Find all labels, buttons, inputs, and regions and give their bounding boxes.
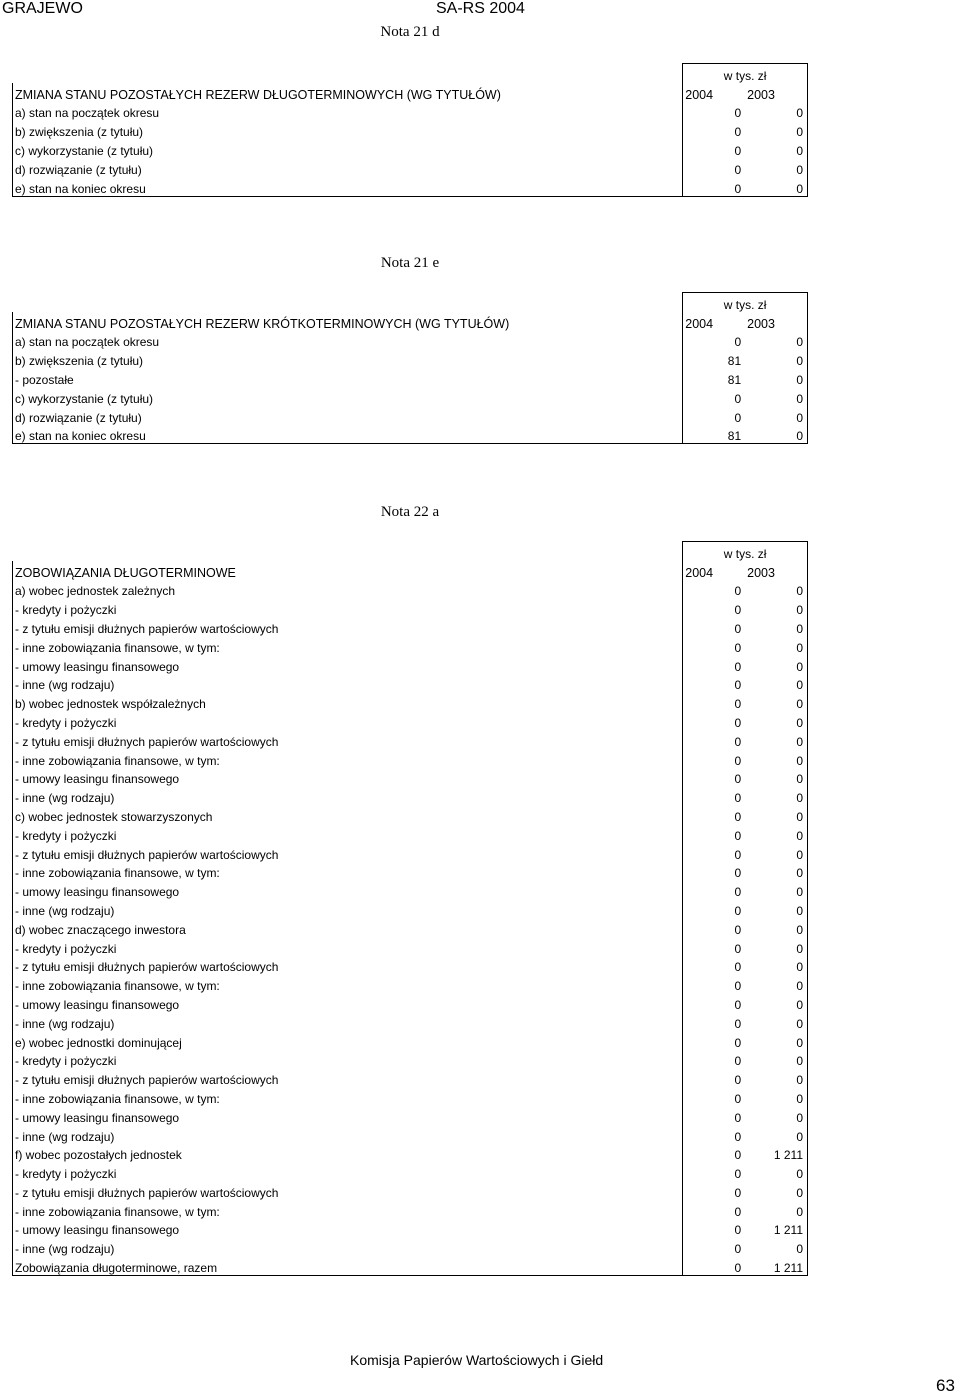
value-2004: 0 — [683, 805, 745, 824]
value-2003: 0 — [745, 711, 807, 730]
note-table — [12, 63, 808, 197]
value-2004: 0 — [683, 1106, 745, 1125]
value-2003: 0 — [745, 368, 807, 387]
page-number: 63 — [936, 1376, 955, 1395]
value-2003: 0 — [745, 1012, 807, 1031]
row-label: - umowy leasingu finansowego — [13, 1106, 683, 1125]
year-2003-header: 2003 — [745, 83, 807, 102]
value-2004: 81 — [683, 349, 745, 368]
table-row — [13, 937, 808, 956]
value-2003: 0 — [745, 349, 807, 368]
table-row — [13, 692, 808, 711]
value-2003: 0 — [745, 387, 807, 406]
value-2004: 0 — [683, 120, 745, 139]
row-label: - inne zobowiązania finansowe, w tym: — [13, 1087, 683, 1106]
value-2004: 0 — [683, 580, 745, 599]
heading-row — [13, 83, 808, 102]
table-row — [13, 843, 808, 862]
row-label: - kredyty i pożyczki — [13, 711, 683, 730]
value-2004: 0 — [683, 406, 745, 425]
table-heading: ZMIANA STANU POZOSTAŁYCH REZERW DŁUGOTERMINOWYCH (WG TYTUŁÓW) — [13, 83, 683, 102]
table-row — [13, 899, 808, 918]
value-2003: 0 — [745, 1087, 807, 1106]
value-2004: 0 — [683, 749, 745, 768]
table-row — [13, 749, 808, 768]
value-2004: 0 — [683, 730, 745, 749]
blank-cell — [13, 293, 683, 312]
value-2004: 0 — [683, 1125, 745, 1144]
table-row — [13, 655, 808, 674]
value-2004: 0 — [683, 1012, 745, 1031]
note-title: Nota 22 a — [380, 504, 440, 520]
note-title: Nota 21 d — [380, 24, 440, 40]
table-row — [13, 139, 808, 158]
table-row — [13, 824, 808, 843]
value-2003: 0 — [745, 692, 807, 711]
value-2004: 0 — [683, 177, 745, 196]
row-label: Zobowiązania długoterminowe, razem — [13, 1256, 683, 1275]
row-label: f) wobec pozostałych jednostek — [13, 1144, 683, 1163]
row-label: a) stan na początek okresu — [13, 331, 683, 350]
value-2004: 0 — [683, 956, 745, 975]
value-2004: 0 — [683, 158, 745, 177]
value-2003: 0 — [745, 655, 807, 674]
row-label: - inne zobowiązania finansowe, w tym: — [13, 1200, 683, 1219]
value-2003: 0 — [745, 843, 807, 862]
row-label: - umowy leasingu finansowego — [13, 768, 683, 787]
table-row — [13, 1181, 808, 1200]
row-label: - inne (wg rodzaju) — [13, 674, 683, 693]
footer-text: Komisja Papierów Wartościowych i Giełd — [350, 1352, 604, 1368]
value-2004: 0 — [683, 636, 745, 655]
value-2004: 0 — [683, 899, 745, 918]
table-heading: ZOBOWIĄZANIA DŁUGOTERMINOWE — [13, 561, 683, 580]
value-2003: 0 — [745, 824, 807, 843]
report-code: SA-RS 2004 — [436, 0, 525, 17]
value-2003: 0 — [745, 749, 807, 768]
unit-label: w tys. zł — [683, 542, 808, 561]
value-2004: 0 — [683, 786, 745, 805]
value-2004: 0 — [683, 655, 745, 674]
value-2003: 0 — [745, 1200, 807, 1219]
blank-cell — [13, 542, 683, 561]
heading-row — [13, 312, 808, 331]
value-2003: 0 — [745, 177, 807, 196]
value-2004: 0 — [683, 1219, 745, 1238]
unit-label: w tys. zł — [683, 64, 808, 83]
table-heading: ZMIANA STANU POZOSTAŁYCH REZERW KRÓTKOTERMINOWYCH (WG TYTUŁÓW) — [13, 312, 683, 331]
table-row — [13, 786, 808, 805]
value-2003: 0 — [745, 1162, 807, 1181]
table-row — [13, 1237, 808, 1256]
value-2004: 0 — [683, 862, 745, 881]
value-2003: 0 — [745, 158, 807, 177]
value-2003: 0 — [745, 1237, 807, 1256]
value-2004: 0 — [683, 1200, 745, 1219]
table-row — [13, 636, 808, 655]
unit-label: w tys. zł — [683, 293, 808, 312]
value-2003: 0 — [745, 1181, 807, 1200]
unit-row — [13, 542, 808, 561]
table-row — [13, 1125, 808, 1144]
heading-row — [13, 561, 808, 580]
table-row — [13, 1144, 808, 1163]
row-label: a) wobec jednostek zależnych — [13, 580, 683, 599]
value-2003: 0 — [745, 880, 807, 899]
row-label: - inne (wg rodzaju) — [13, 1237, 683, 1256]
table-row — [13, 1256, 808, 1275]
value-2003: 0 — [745, 862, 807, 881]
row-label: - inne (wg rodzaju) — [13, 899, 683, 918]
value-2004: 0 — [683, 711, 745, 730]
value-2003: 0 — [745, 786, 807, 805]
row-label: - z tytułu emisji dłużnych papierów wartościowych — [13, 1181, 683, 1200]
value-2003: 0 — [745, 598, 807, 617]
value-2004: 0 — [683, 1256, 745, 1275]
value-2003: 1 211 — [745, 1256, 807, 1275]
value-2003: 1 211 — [745, 1144, 807, 1163]
value-2004: 0 — [683, 387, 745, 406]
row-label: - kredyty i pożyczki — [13, 598, 683, 617]
value-2003: 0 — [745, 580, 807, 599]
value-2003: 0 — [745, 331, 807, 350]
value-2003: 0 — [745, 956, 807, 975]
row-label: - pozostałe — [13, 368, 683, 387]
value-2003: 0 — [745, 617, 807, 636]
value-2004: 0 — [683, 617, 745, 636]
value-2004: 0 — [683, 880, 745, 899]
note-table — [12, 541, 808, 1276]
value-2003: 0 — [745, 1068, 807, 1087]
table-row — [13, 862, 808, 881]
table-row — [13, 158, 808, 177]
note-table — [12, 292, 808, 444]
table-row — [13, 387, 808, 406]
table-row — [13, 974, 808, 993]
row-label: - umowy leasingu finansowego — [13, 655, 683, 674]
value-2003: 0 — [745, 1125, 807, 1144]
company-name: GRAJEWO — [2, 0, 83, 17]
unit-row — [13, 293, 808, 312]
year-2004-header: 2004 — [683, 83, 745, 102]
table-row — [13, 711, 808, 730]
table-row — [13, 1219, 808, 1238]
table-row — [13, 1068, 808, 1087]
table-row — [13, 1162, 808, 1181]
table-row — [13, 1012, 808, 1031]
year-2003-header: 2003 — [745, 312, 807, 331]
table-row — [13, 406, 808, 425]
table-row — [13, 730, 808, 749]
table-row — [13, 580, 808, 599]
value-2004: 0 — [683, 824, 745, 843]
table-row — [13, 1106, 808, 1125]
value-2004: 0 — [683, 1087, 745, 1106]
row-label: e) stan na koniec okresu — [13, 425, 683, 444]
value-2003: 0 — [745, 918, 807, 937]
table-row — [13, 1050, 808, 1069]
table-row — [13, 1087, 808, 1106]
table-row — [13, 768, 808, 787]
value-2003: 1 211 — [745, 1219, 807, 1238]
value-2004: 0 — [683, 974, 745, 993]
value-2004: 0 — [683, 598, 745, 617]
row-label: c) wykorzystanie (z tytułu) — [13, 387, 683, 406]
row-label: c) wykorzystanie (z tytułu) — [13, 139, 683, 158]
value-2003: 0 — [745, 1106, 807, 1125]
value-2003: 0 — [745, 899, 807, 918]
table-row — [13, 349, 808, 368]
row-label: - kredyty i pożyczki — [13, 824, 683, 843]
value-2004: 0 — [683, 918, 745, 937]
table-row — [13, 880, 808, 899]
row-label: d) wobec znaczącego inwestora — [13, 918, 683, 937]
row-label: - z tytułu emisji dłużnych papierów wartościowych — [13, 617, 683, 636]
value-2004: 0 — [683, 1237, 745, 1256]
row-label: d) rozwiązanie (z tytułu) — [13, 406, 683, 425]
value-2003: 0 — [745, 993, 807, 1012]
value-2004: 0 — [683, 1162, 745, 1181]
row-label: - inne (wg rodzaju) — [13, 1125, 683, 1144]
value-2003: 0 — [745, 406, 807, 425]
row-label: - umowy leasingu finansowego — [13, 880, 683, 899]
row-label: b) wobec jednostek współzależnych — [13, 692, 683, 711]
value-2003: 0 — [745, 674, 807, 693]
value-2004: 81 — [683, 368, 745, 387]
row-label: e) stan na koniec okresu — [13, 177, 683, 196]
row-label: - z tytułu emisji dłużnych papierów wartościowych — [13, 956, 683, 975]
table-row — [13, 425, 808, 444]
row-label: - inne zobowiązania finansowe, w tym: — [13, 636, 683, 655]
table-row — [13, 331, 808, 350]
value-2003: 0 — [745, 768, 807, 787]
blank-cell — [13, 64, 683, 83]
value-2003: 0 — [745, 139, 807, 158]
value-2003: 0 — [745, 102, 807, 121]
table-row — [13, 805, 808, 824]
value-2004: 0 — [683, 993, 745, 1012]
value-2003: 0 — [745, 425, 807, 444]
value-2004: 0 — [683, 1068, 745, 1087]
value-2003: 0 — [745, 730, 807, 749]
row-label: - inne zobowiązania finansowe, w tym: — [13, 862, 683, 881]
row-label: - inne zobowiązania finansowe, w tym: — [13, 974, 683, 993]
row-label: - umowy leasingu finansowego — [13, 993, 683, 1012]
value-2003: 0 — [745, 120, 807, 139]
row-label: - inne (wg rodzaju) — [13, 786, 683, 805]
table-row — [13, 1031, 808, 1050]
value-2003: 0 — [745, 805, 807, 824]
table-row — [13, 177, 808, 196]
row-label: d) rozwiązanie (z tytułu) — [13, 158, 683, 177]
year-2004-header: 2004 — [683, 312, 745, 331]
value-2004: 0 — [683, 843, 745, 862]
row-label: - z tytułu emisji dłużnych papierów wartościowych — [13, 730, 683, 749]
table-row — [13, 956, 808, 975]
table-row — [13, 368, 808, 387]
value-2004: 0 — [683, 102, 745, 121]
value-2004: 0 — [683, 1050, 745, 1069]
table-row — [13, 120, 808, 139]
note-title: Nota 21 e — [380, 255, 440, 271]
row-label: - kredyty i pożyczki — [13, 1162, 683, 1181]
row-label: c) wobec jednostek stowarzyszonych — [13, 805, 683, 824]
year-2004-header: 2004 — [683, 561, 745, 580]
value-2003: 0 — [745, 1031, 807, 1050]
table-row — [13, 1200, 808, 1219]
value-2004: 0 — [683, 937, 745, 956]
row-label: e) wobec jednostki dominującej — [13, 1031, 683, 1050]
value-2004: 0 — [683, 692, 745, 711]
value-2003: 0 — [745, 974, 807, 993]
value-2004: 0 — [683, 331, 745, 350]
row-label: a) stan na początek okresu — [13, 102, 683, 121]
table-row — [13, 993, 808, 1012]
row-label: - inne (wg rodzaju) — [13, 1012, 683, 1031]
row-label: - kredyty i pożyczki — [13, 1050, 683, 1069]
row-label: - z tytułu emisji dłużnych papierów wartościowych — [13, 1068, 683, 1087]
value-2004: 0 — [683, 1031, 745, 1050]
table-row — [13, 674, 808, 693]
table-row — [13, 617, 808, 636]
table-row — [13, 102, 808, 121]
year-2003-header: 2003 — [745, 561, 807, 580]
value-2004: 0 — [683, 1144, 745, 1163]
value-2004: 0 — [683, 674, 745, 693]
row-label: b) zwiększenia (z tytułu) — [13, 349, 683, 368]
row-label: - inne zobowiązania finansowe, w tym: — [13, 749, 683, 768]
table-row — [13, 918, 808, 937]
unit-row — [13, 64, 808, 83]
row-label: - kredyty i pożyczki — [13, 937, 683, 956]
value-2004: 0 — [683, 1181, 745, 1200]
value-2004: 0 — [683, 768, 745, 787]
value-2003: 0 — [745, 636, 807, 655]
table-row — [13, 598, 808, 617]
value-2003: 0 — [745, 1050, 807, 1069]
row-label: - umowy leasingu finansowego — [13, 1219, 683, 1238]
row-label: - z tytułu emisji dłużnych papierów wartościowych — [13, 843, 683, 862]
value-2004: 81 — [683, 425, 745, 444]
value-2003: 0 — [745, 937, 807, 956]
row-label: b) zwiększenia (z tytułu) — [13, 120, 683, 139]
value-2004: 0 — [683, 139, 745, 158]
